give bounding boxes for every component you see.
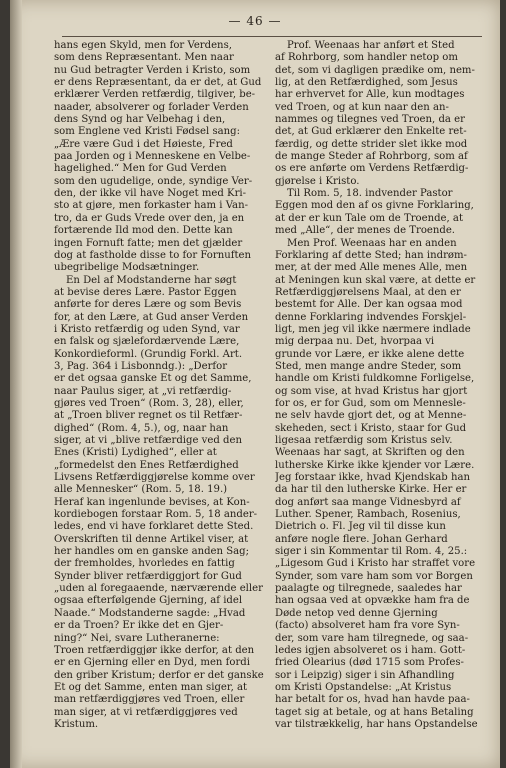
header-rule [62, 36, 482, 37]
text-line: Overskriften til denne Artikel viser, at [54, 533, 249, 545]
text-line: der fremholdes, hvorledes en fattig [54, 558, 235, 570]
text-line: at der er kun Tale om de Troende, at [275, 212, 463, 224]
text-line: skeheden, sect i Kristo, staar for Gud [275, 422, 467, 434]
text-line: det, som vi dagligen prædike om, nem- [275, 64, 475, 76]
text-line: taget sig at betale, og at hans Betaling [275, 706, 474, 718]
text-line: paa Jorden og i Menneskene en Velbe- [54, 151, 251, 163]
text-line: Jeg forstaar ikke, hvad Kjendskab han [275, 472, 470, 484]
text-line: med „Alle“, der menes de Troende. [275, 225, 456, 237]
text-line: den griber Kristum; derfor er det ganske [54, 669, 264, 681]
text-line: og som vise, at hvad Kristus har gjort [275, 385, 468, 397]
text-line: nammes og tilegnes ved Troen, da er [275, 114, 465, 126]
text-line: kordiebogen forstaar Rom. 5, 18 ander- [54, 509, 258, 521]
page-number: — 46 — [228, 14, 282, 28]
text-line: Synder bliver retfærdiggjort for Gud [54, 570, 242, 582]
text-line: Eggen mod den af os givne Forklaring, [275, 200, 474, 212]
text-line: ning?“ Nei, svare Lutheranerne: [54, 632, 220, 644]
text-line: den, der ikke vil have Noget med Kri- [54, 188, 247, 200]
text-line: om Kristi Opstandelse: „At Kristus [275, 681, 452, 693]
text-line: siger, at vi „blive retfærdige ved den [54, 435, 242, 446]
text-line: ogsaa efterfølgende Gjerning, af idel [54, 595, 243, 607]
text-line: gjørelse i Kristo. [275, 175, 360, 187]
text-line: lig, at den Retfærdighed, som Jesus [275, 77, 458, 89]
text-line: gjøres ved Troen“ (Rom. 3, 28), eller, [54, 397, 244, 409]
text-line: har erhvervet for Alle, kun modtages [275, 89, 465, 101]
text-line: (facto) absolveret ham fra vore Syn- [275, 620, 460, 632]
text-line: Retfærdiggjørelsens Maal, at den er [275, 286, 461, 298]
text-line: er det ogsaa ganske Et og det Samme, [54, 373, 252, 385]
text-line: som den ugudelige, onde, syndige Ver- [54, 175, 253, 187]
text-line: at Meningen kun skal være, at dette er [275, 274, 476, 286]
text-line: En Del af Modstanderne har søgt [66, 274, 237, 286]
text-line: hagelighed.“ Men for Gud Verden [54, 163, 227, 175]
text-line: man retfærdiggjøres ved Troen, eller [54, 694, 245, 706]
text-line: det, at Gud erklærer den Enkelte ret- [275, 126, 467, 138]
text-line: bestemt for Alle. Der kan ogsaa mod [275, 299, 463, 311]
text-line: os ere anførte om Verdens Retfærdig- [275, 163, 469, 175]
text-line: dog at fastholde disse to for Fornuften [54, 249, 251, 261]
text-line: Men Prof. Weenaas har en anden [287, 237, 457, 249]
text-line: „Ære være Gud i det Høieste, Fred [54, 138, 233, 150]
text-line: dens Synd og har Velbehag i den, [54, 114, 226, 126]
text-line: sto at gjøre, men forkaster ham i Van- [54, 200, 248, 212]
text-line: naader, absolverer og forlader Verden [54, 101, 249, 113]
text-line: som dens Repræsentant. Men naar [54, 52, 234, 64]
text-line: Enes (Kristi) Lydighed“, eller at [54, 447, 217, 459]
text-line: handle om Kristi fuldkomne Forligelse, [275, 373, 475, 385]
text-line: Forklaring af dette Sted; han indrøm- [275, 249, 467, 261]
text-line: ne selv havde gjort det, og at Menne- [275, 410, 467, 422]
text-line: Prof. Weenaas har anført et Sted [287, 40, 455, 51]
text-line: der, som vare ham tilregnede, og saa- [275, 632, 469, 644]
text-line: færdig, og dette strider slet ikke mod [275, 138, 468, 150]
right-column [275, 40, 485, 731]
text-line: har betalt for os, hvad han havde paa- [275, 694, 470, 706]
text-line: Døde netop ved denne Gjerning [275, 607, 438, 619]
text-line: ledes, end vi have forklaret dette Sted. [54, 521, 254, 533]
text-line: af Rohrborg, som handler netop om [275, 52, 458, 64]
text-line: de mange Steder af Rohrborg, som af [275, 151, 468, 163]
text-line: mer, at der med Alle menes Alle, men [275, 262, 468, 274]
text-line: Et og det Samme, enten man siger, at [54, 681, 248, 693]
book-page [10, 0, 500, 768]
text-line: Dietrich o. Fl. Jeg vil til disse kun [275, 521, 446, 533]
text-line: ingen Fornuft fatte; men det gjælder [54, 237, 243, 249]
text-line: er en Gjerning eller en Dyd, men fordi [54, 657, 250, 669]
text-line: fried Olearius (død 1715 som Profes- [275, 657, 464, 669]
text-line: man siger, at vi retfærdiggjøres ved [54, 706, 238, 718]
text-line: „Ligesom Gud i Kristo har straffet vore [275, 558, 476, 570]
text-line: denne Forklaring indvendes Forskjel- [275, 311, 467, 323]
text-line: Synder, som vare ham som vor Borgen [275, 570, 473, 582]
text-line: Sted, men mange andre Steder, som [275, 360, 462, 372]
text-line: naar Paulus siger, at „vi retfærdig- [54, 385, 232, 397]
text-line: at bevise deres Lære. Pastor Eggen [54, 286, 237, 298]
text-line: ligesaa retfærdig som Kristus selv. [275, 435, 453, 446]
text-line: anføre nogle flere. Johan Gerhard [275, 533, 448, 545]
text-line: erklærer Verden retfærdig, tilgiver, be- [54, 89, 256, 101]
text-line: alle Mennesker“ (Rom. 5, 18. 19.) [54, 484, 228, 496]
text-line: Konkordieforml. (Grundig Forkl. Art. [54, 348, 243, 360]
text-line: Weenaas har sagt, at Skriften og den [275, 447, 465, 459]
text-line: er dens Repræsentant, da er det, at Gud [54, 77, 262, 89]
text-line: sor i Leipzig) siger i sin Afhandling [275, 669, 455, 681]
text-line: Luther. Spener, Rambach, Rosenius, [275, 509, 461, 521]
text-line: for os, er for Gud, som om Mennesle- [275, 397, 466, 409]
text-line: dighed“ (Rom. 4, 5.), og, naar han [54, 422, 229, 434]
text-line: er da Troen? Er ikke det en Gjer- [54, 620, 224, 632]
text-line: Til Rom. 5, 18. indvender Pastor [287, 188, 453, 200]
text-line: ubegribelige Modsætninger. [54, 262, 200, 274]
text-line: ligt, men jeg vil ikke nærmere indlade [275, 323, 471, 335]
left-column [54, 40, 264, 731]
text-line: anførte for deres Lære og som Bevis [54, 299, 242, 311]
text-line: mig derpaa nu. Det, hvorpaa vi [275, 336, 435, 348]
text-line: siger i sin Kommentar til Rom. 4, 25.: [275, 546, 468, 558]
text-line: at „Troen bliver regnet os til Retfær- [54, 410, 243, 422]
text-line: fortærende Ild mod den. Dette kan [54, 225, 233, 237]
text-line: var tilstrækkelig, har hans Opstandelse [275, 718, 478, 730]
text-line: som Englene ved Kristi Fødsel sang: [54, 126, 241, 138]
text-line: Troen retfærdiggjør ikke derfor, at den [54, 644, 255, 656]
text-line: Heraf kan ingenlunde bevises, at Kon- [54, 496, 250, 508]
text-line: „uden al foregaaende, nærværende eller [54, 583, 263, 595]
text-line: ved Troen, og at kun naar den an- [275, 101, 449, 113]
text-line: „formedelst den Enes Retfærdighed [54, 459, 239, 471]
text-line: Naade.“ Modstanderne sagde: „Hvad [54, 607, 246, 619]
text-line: Kristum. [54, 718, 99, 730]
text-line: da har til den lutherske Kirke. Her er [275, 484, 467, 496]
text-line: tro, da er Guds Vrede over den, ja en [54, 212, 245, 224]
text-line: i Kristo retfærdig og uden Synd, var [54, 323, 240, 335]
page-gutter [10, 0, 22, 768]
text-line: ledes igjen absolveret os i ham. Gott- [275, 644, 466, 656]
text-line: hans egen Skyld, men for Verdens, [54, 40, 232, 51]
text-line: 3, Pag. 364 i Lisbonndg.): „Derfor [54, 360, 228, 372]
text-line: dog anført saa mange Vidnesbyrd af [275, 496, 461, 508]
text-line: han ogsaa ved at opvække ham fra de [275, 595, 470, 607]
text-line: grunde vor Lære, er ikke alene dette [275, 348, 465, 360]
text-line: nu Gud betragter Verden i Kristo, som [54, 64, 251, 76]
text-line: her handles om en ganske anden Sag; [54, 546, 250, 558]
text-line: en falsk og sjælefordærvende Lære, [54, 336, 240, 348]
text-line: Livsens Retfærdiggjørelse komme over [54, 472, 255, 484]
text-line: lutherske Kirke ikke kjender vor Lære. [275, 459, 475, 471]
text-line: paalagte og tilregnede, saaledes har [275, 583, 462, 595]
text-line: for, at den Lære, at Gud anser Verden [54, 311, 249, 323]
